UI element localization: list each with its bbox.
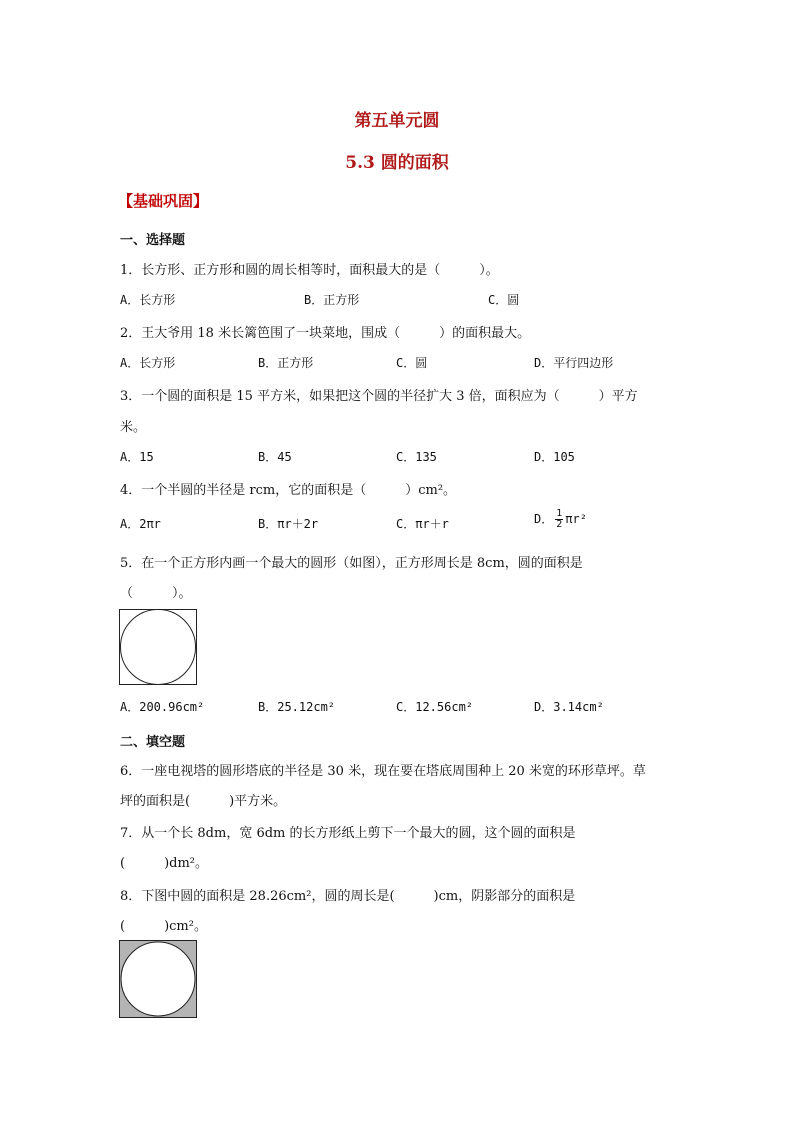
q2-option-a: A．长方形	[120, 356, 176, 370]
question-8-line-1: 8．下图中圆的面积是 28.26cm²，圆的周长是( )cm，阴影部分的面积是	[120, 889, 576, 904]
question-4: 4．一个半圆的半径是 rcm，它的面积是（ ）cm²。	[120, 483, 457, 498]
q2-option-b: B．正方形	[258, 356, 314, 370]
question-2: 2．王大爷用 18 米长篱笆围了一块菜地，围成（ ）的面积最大。	[120, 326, 531, 341]
question-1: 1．长方形、正方形和圆的周长相等时，面积最大的是（ ）。	[120, 263, 499, 278]
lesson-title: 5.3 圆的面积	[345, 153, 449, 173]
q4-option-b: B．πr＋2r	[258, 517, 319, 531]
section-choice: 一、选择题	[120, 233, 186, 248]
question-5-line-2: （ ）。	[120, 586, 192, 601]
q5-option-a: A．200.96cm²	[120, 700, 205, 714]
q3-option-d: D．105	[534, 450, 575, 464]
q4-option-a: A．2πr	[120, 517, 161, 531]
q4-fraction	[555, 509, 563, 530]
q5-option-c: C．12.56cm²	[396, 700, 474, 714]
question-7-line-1: 7．从一个长 8dm，宽 6dm 的长方形纸上剪下一个最大的圆，这个圆的面积是	[120, 826, 576, 841]
q1-option-b: B．正方形	[304, 293, 360, 307]
fraction-denominator: 2	[556, 519, 563, 530]
section-fill: 二、填空题	[120, 735, 186, 750]
shaded-square-circle-figure	[119, 940, 198, 1019]
q4-option-d	[534, 509, 587, 530]
q3-option-c: C．135	[396, 450, 437, 464]
block-label: 【基础巩固】	[118, 192, 209, 210]
question-8-line-2: ( )cm²。	[120, 919, 207, 934]
white-circle	[121, 942, 195, 1016]
q5-option-b: B．25.12cm²	[258, 700, 336, 714]
question-3-line-1: 3．一个圆的面积是 15 平方米，如果把这个圆的半径扩大 3 倍，面积应为（ ）平方	[120, 389, 638, 404]
unit-title: 第五单元圆	[354, 111, 440, 131]
q3-option-a: A．15	[120, 450, 154, 464]
inscribed-circle	[121, 610, 196, 685]
q2-option-c: C．圆	[396, 356, 428, 370]
question-6-line-2: 坪的面积是( )平方米。	[120, 794, 287, 809]
question-5-line-1: 5．在一个正方形内画一个最大的圆形（如图），正方形周长是 8cm，圆的面积是	[120, 556, 583, 571]
square-circle-figure	[119, 609, 198, 686]
question-6-line-1: 6．一座电视塔的圆形塔底的半径是 30 米，现在要在塔底周围种上 20 米宽的环形草坪。草	[120, 764, 646, 779]
q1-option-a: A．长方形	[120, 293, 176, 307]
q3-option-b: B．45	[258, 450, 292, 464]
q2-option-d: D．平行四边形	[534, 356, 614, 370]
q4-option-d-suffix: πr²	[565, 512, 587, 526]
q4-option-d-prefix: D．	[534, 512, 554, 526]
fraction-numerator: 1	[556, 508, 563, 519]
q5-option-d: D．3.14cm²	[534, 700, 604, 714]
q4-option-c: C．πr＋r	[396, 517, 449, 531]
question-3-line-2: 米。	[120, 420, 147, 435]
question-7-line-2: ( )dm²。	[120, 856, 209, 871]
q1-option-c: C．圆	[488, 293, 520, 307]
